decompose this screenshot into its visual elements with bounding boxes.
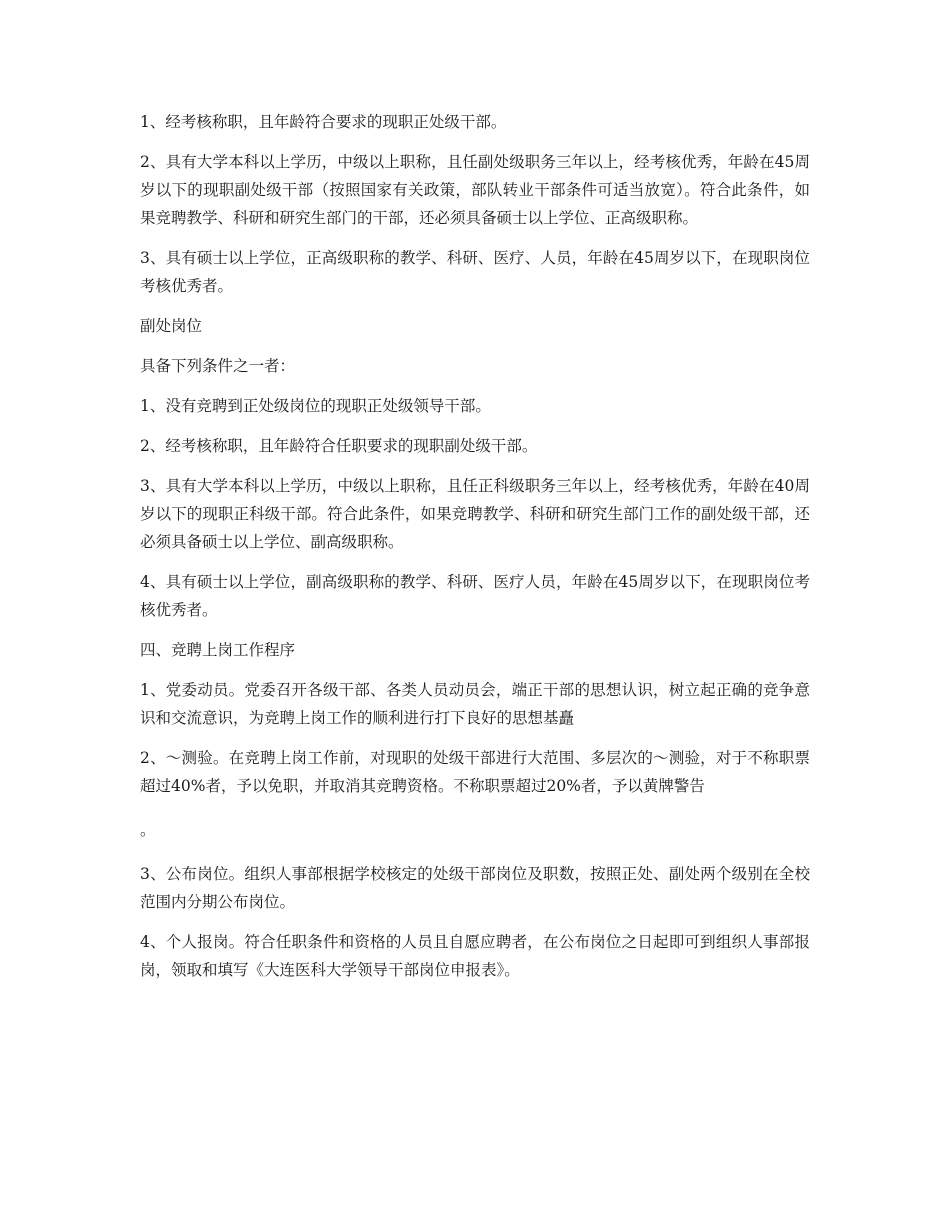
- paragraph-criterion-3: 3、具有硕士以上学位，正高级职称的教学、科研、医疗、人员，年龄在45周岁以下，在现职岗位考核优秀者。: [140, 249, 810, 295]
- paragraph-stray-period: 。: [140, 821, 156, 839]
- paragraph-criterion-1: 1、经考核称职，且年龄符合要求的现职正处级干部。: [140, 113, 507, 131]
- paragraph-step-4: 4、个人报岗。符合任职条件和资格的人员且自愿应聘者，在公布岗位之日起即可到组织人事部报岗，领取和填写《大连医科大学领导干部岗位申报表》。: [140, 933, 810, 979]
- paragraph-step-2: 2、～测验。在竞聘上岗工作前，对现职的处级干部进行大范围、多层次的～测验，对于不称职票超过40%者，予以免职，并取消其竞聘资格。不称职票超过20%者，予以黄牌警告: [140, 749, 810, 795]
- paragraph-deputy-criterion-2: 2、经考核称职，且年龄符合任职要求的现职副处级干部。: [140, 437, 538, 455]
- paragraph-step-3: 3、公布岗位。组织人事部根据学校核定的处级干部岗位及职数，按照正处、副处两个级别在全校范围内分期公布岗位。: [140, 865, 810, 911]
- document-page: [140, 108, 810, 996]
- paragraph-deputy-criterion-3: 3、具有大学本科以上学历，中级以上职称，且任正科级职务三年以上，经考核优秀，年龄在40周岁以下的现职正科级干部。符合此条件，如果竞聘教学、科研和研究生部门工作的副处级干部，还必须具备硕士以上学位、副高级职称。: [140, 477, 810, 551]
- paragraph-deputy-criterion-1: 1、没有竞聘到正处级岗位的现职正处级领导干部。: [140, 397, 491, 415]
- paragraph-intro-conditions: 具备下列条件之一者：: [140, 357, 296, 375]
- paragraph-criterion-2: 2、具有大学本科以上学历，中级以上职称，且任副处级职务三年以上，经考核优秀，年龄在45周岁以下的现职副处级干部（按照国家有关政策，部队转业干部条件可适当放宽）。符合此条件，如果竞聘教学、科研和研究生部门的干部，还必须具备硕士以上学位、正高级职称。: [140, 153, 810, 227]
- section-heading-procedure: 四、竞聘上岗工作程序: [140, 641, 296, 659]
- section-heading-deputy-post: 副处岗位: [140, 317, 203, 335]
- paragraph-step-1: 1、党委动员。党委召开各级干部、各类人员动员会，端正干部的思想认识，树立起正确的竞争意识和交流意识，为竞聘上岗工作的顺利进行打下良好的思想基矗: [140, 681, 810, 727]
- paragraph-deputy-criterion-4: 4、具有硕士以上学位，副高级职称的教学、科研、医疗人员，年龄在45周岁以下，在现职岗位考核优秀者。: [140, 573, 810, 619]
